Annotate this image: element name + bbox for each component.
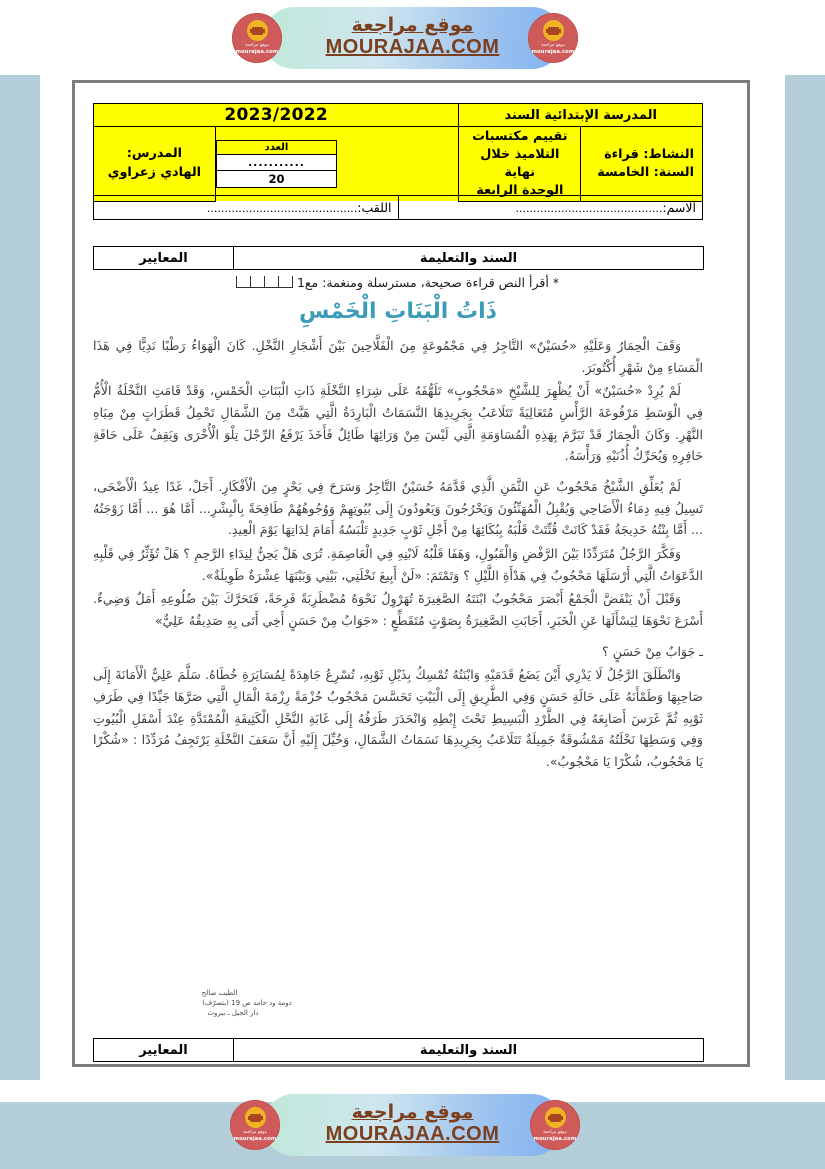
brand-logo-right <box>530 1100 580 1150</box>
score-box[interactable] <box>278 276 293 288</box>
school-row <box>94 104 703 127</box>
crown-icon <box>245 1107 266 1128</box>
teacher-label: المدرس: <box>126 146 183 162</box>
crown-icon <box>543 20 564 41</box>
score-box[interactable] <box>236 276 251 288</box>
support-header-cell: السند والتعليمة <box>234 247 704 270</box>
source-attribution <box>97 988 397 1018</box>
story-paragraph: وَقَفَ الْحِمَارُ وَعَلَيْهِ «حُسَيْنٌ» التَّاجِرُ فِي مَجْمُوعَةٍ مِنَ الْفَلَّاحِينَ بَيْنَ أَشْجَارِ النَّخْلِ. كَانَ الْهَوَاءُ رَطْبًا نَدِيًّا فِي هَذَا الْمَسَاءِ مِنْ شَهْرِ أُكْتُوبَرَ. <box>93 338 703 375</box>
source-book: دومة ود حامد ص 19 (بتصرّف) <box>202 999 292 1008</box>
brand-logo-left <box>230 1100 280 1150</box>
story-paragraph: ـ جَوَابٌ مِنْ حَسَنٍ ؟ <box>602 643 703 659</box>
criteria-header-table <box>93 246 704 270</box>
score-cell <box>215 127 337 202</box>
logo-caption <box>532 43 575 55</box>
story-paragraph: وَانْطَلَقَ الرَّجُلُ لَا يَدْرِي أَيْنَ يَضَعُ قَدَمَيْهِ وَابْنَتُهُ تُمْسِكُ بِذَيْلِ ثَوْبِهِ، تُسْرِعُ جَاهِدَةً لِمُسَايَرَةِ خُطَاهُ. سَلَّمَ عَلِيٌّ الْأَمَانَةَ إِلَى صَاحِبِهَا وَطَمْأَنَهُ عَلَى حَالَةِ حَسَنٍ وَفِي الطَّرِيقِ إِلَى الْبَيْتِ تَحَسَّسَ مَحْجُوبٌ حُزْمَةً رِزْمَةَ الْمَالِ الَّتِي صَرَّهَا جَيِّدًا فِي طَرَفِ ثَوْبِهِ ثُمَّ غَرَسَ أَصَابِعَهُ فِي الطَّرْدِ الْبَسِيطِ تَحْتَ إِبْطِهِ وَانْحَدَرَ طَرَفُهُ إِلَى غَابَةِ النَّخْلِ الْكَثِيفَةِ الْمُمْتَدَّةِ عِنْدَ أَسْفَلِ الْبُيُوتِ وَفِي وَسَطِهَا نَخْلَتُهُ مَمْشُوقَةٌ جَمِيلَةٌ تَتَلَاعَبُ بِجَرِيدِهَا نَسَمَاتُ الشَّمَالِ، وَخُيِّلَ إِلَيْهِ أَنَّ سَعَفَ النَّخْلَةِ يَرْتَجِفُ مُرَدِّدًا : «شُكْرًا يَا مَحْجُوبُ، شُكْرًا يَا مَحْجُوبُ». <box>93 667 703 769</box>
exam-header-table <box>93 103 703 202</box>
score-subtable <box>216 140 337 188</box>
story-paragraph: وَفَكَّرَ الرَّجُلُ مُتَرَدِّدًا بَيْنَ الرَّفْضِ وَالْقَبُولِ، وَهَفَا قَلْبُهُ لَابْنِهِ فِي الْعَاصِمَةِ. تُرَى هَلْ يَحِنُّ لِنِدَاءِ الرَّحِمِ ؟ هَلْ تُؤَثِّرُ فِي قَلْبِهِ الدَّعَوَاتُ الَّتِي أَرْسَلَهَا مَحْجُوبٌ فِي هَدْأَةِ اللَّيْلِ ؟ وَتَمْتَمَ: «لَنْ أَبِيعَ نَخْلَتِي، بَيْنِي وَبَيْنَهَا عِشْرَةٌ طَوِيلَةٌ». <box>93 545 703 583</box>
evaluation-cell <box>459 127 581 202</box>
exam-info-row <box>94 127 703 202</box>
promo-label-ar: موقع مراجعة <box>351 1101 474 1124</box>
last-name-field[interactable] <box>94 196 399 220</box>
promo-label-ar: موقع مراجعة <box>351 14 474 37</box>
school-name-cell: المدرسة الإبتدائية السند <box>459 104 703 127</box>
teacher-name: الهادي زعراوي <box>107 164 202 180</box>
paragraph-spacer <box>93 634 703 641</box>
document-frame <box>72 80 750 1067</box>
reading-instruction <box>93 275 703 291</box>
score-box[interactable] <box>264 276 279 288</box>
criteria-footer-cell: المعايير <box>94 1039 234 1062</box>
story-title: ذَاتُ الْبَنَاتِ الْخَمْسِ <box>299 299 497 324</box>
logo-caption-ar: موقع مراجعة <box>243 1130 267 1135</box>
logo-caption-domain: mourajaa.com <box>533 1135 577 1142</box>
source-author: الطيب صالح <box>201 989 238 997</box>
top-promo-banner <box>0 0 825 75</box>
brand-logo-left <box>232 13 282 63</box>
crown-icon <box>247 20 268 41</box>
crown-icon <box>545 1107 566 1128</box>
logo-caption <box>534 1130 577 1142</box>
support-footer-cell: السند والتعليمة <box>234 1039 704 1062</box>
level-label: السنة: الخامسة <box>597 164 694 180</box>
score-label: العدد <box>216 141 336 155</box>
last-name-dots: ........................................... <box>206 202 358 215</box>
evaluation-line-1: تقييم مكتسبات التلاميذ خلال نهاية <box>472 129 568 180</box>
logo-caption-ar: موقع مراجعة <box>543 1130 567 1135</box>
promo-domain: MOURAJAA.COM <box>325 1122 500 1145</box>
score-total: 20 <box>216 171 336 188</box>
criteria-footer-table <box>93 1038 704 1062</box>
story-paragraph: لَمْ يُعَلِّقِ الشَّيْخُ مَحْجُوبٌ عَنِ الثَّمَنِ الَّذِي قَدَّمَهُ حُسَيْنٌ التَّاجِرُ وَسَرَحَ فِي بَحْرٍ مِنَ الْأَفْكَارِ. أَجَلْ، غَدًا عِيدُ الْأَضْحَى، تَسِيلُ فِيهِ دِمَاءُ الْأَضَاحِي وَيُقْبِلُ الْمُهَنِّئُونَ وَيَخْرُجُونَ وَيَعُودُونَ إِلَى بُيُوتِهِمْ وَوُجُوهُهُمْ طَافِحَةً بِالْبِشْرِ... أَمَّا هُوَ ... أَمَّا زَوْجَتُهُ ... أَمَّا بِنْتُهُ خَدِيجَةُ فَقَدْ كَانَتْ قُتِّتَتْ قَلْبَهُ بِبُكَائِهَا مِنْ أَجْلِ ثَوْبٍ جَدِيدٍ تَلْبَسُهُ أَمَامَ لِدَاتِهَا يَوْمَ الْعِيدِ. <box>93 478 703 538</box>
logo-caption-domain: mourajaa.com <box>235 48 279 55</box>
instruction-text: * أقرأ النص قراءة صحيحة، مسترسلة ومنغمة: مع1 <box>296 275 560 290</box>
student-identity-table <box>93 195 703 220</box>
logo-caption-domain: mourajaa.com <box>233 1135 277 1142</box>
brand-logo-right <box>528 13 578 63</box>
bottom-promo-banner <box>0 1080 825 1169</box>
last-name-label: اللقب: <box>357 200 392 215</box>
logo-caption <box>236 43 279 55</box>
source-publisher: دار الجيل ـ بيروت <box>207 1009 259 1018</box>
logo-caption-ar: موقع مراجعة <box>245 43 269 48</box>
paragraph-spacer <box>93 469 703 476</box>
teacher-cell <box>94 127 216 202</box>
first-name-label: الاسم: <box>662 200 696 215</box>
first-name-field[interactable] <box>398 196 703 220</box>
story-paragraph: وَقَبْلَ أَنْ يَنْفَضَّ الْجَمْعُ أَبْصَرَ مَحْجُوبٌ ابْنَتَهُ الصَّغِيرَةَ تُهَرْوِلُ نَحْوَهُ مُضْطَرِبَةً فَرِحَةً، فَتَحَرَّكَ بَيْنَ ضُلُوعِهِ أَمَلٌ وَضِيءٌ. أَسْرَعَ نَحْوَهَا لِيَسْأَلَهَا عَنِ الْخَبَرِ، أَجَابَتِ الصَّغِيرَةُ بِصَوْتٍ مُتَقَطِّعٍ : «جَوَابٌ مِنْ حَسَنٍ أَخِي أَتَى بِهِ صَدِيقُهُ عَلِيٌّ» <box>93 591 703 628</box>
promo-pill[interactable] <box>263 1094 563 1156</box>
story-paragraph: لَمْ يُرِدْ «حُسَيْنٌ» أَنْ يُظْهِرَ لِلشَّيْخِ «مَحْجُوبٍ» تَلَهُّفَهُ عَلَى شِرَاءِ النَّخْلَةِ ذَاتِ الْبَنَاتِ الْخَمْسِ، وَقَدْ قَامَتِ النَّخْلَةُ الْأُمُّ فِي الْوَسَطِ مَرْفُوعَةَ الرَّأْسِ مُتَعَالِيَةً تَتَلَاعَبُ بِجَرِيدِهَا النَّسَمَاتُ الْبَارِدَةُ الَّتِي هَبَّتْ مِنَ الشَّمَالِ تَحْمِلُ قَطَرَاتٍ مِنْ مِيَاهِ النَّهْرِ. وَكَانَ الْحِمَارُ قَدْ تَبَرَّمَ بِهَذِهِ الْمُسَاوَمَةِ الَّتِي لَيْسَ مِنْ وَرَائِهَا طَائِلٌ فَأَخَذَ يَرْفَعُ الرِّجْلَ تِلْوَ الْأُخْرَى وَيَقِفُ عَلَى حَافَةِ حَافِرِهِ وَيُحَرِّكُ أُذُنَيْهِ وَرَأْسَهُ. <box>93 383 703 464</box>
school-year-cell: 2023/2022 <box>94 104 459 127</box>
logo-caption-ar: موقع مراجعة <box>541 43 565 48</box>
score-box-group[interactable] <box>237 276 293 291</box>
promo-domain: MOURAJAA.COM <box>325 35 500 58</box>
score-blank[interactable]: ........... <box>216 155 336 171</box>
logo-caption <box>234 1130 277 1142</box>
activity-label: النشاط: قراءة <box>604 146 694 162</box>
document-sheet <box>40 75 785 1080</box>
evaluation-line-2: الوحدة الرابعة <box>476 182 564 198</box>
logo-caption-domain: mourajaa.com <box>531 48 575 55</box>
criteria-header-cell: المعايير <box>94 247 234 270</box>
score-box[interactable] <box>250 276 265 288</box>
story-body <box>93 335 703 774</box>
promo-pill[interactable] <box>263 7 563 69</box>
first-name-dots: .......................................... <box>515 202 663 215</box>
activity-level-cell <box>581 127 703 202</box>
